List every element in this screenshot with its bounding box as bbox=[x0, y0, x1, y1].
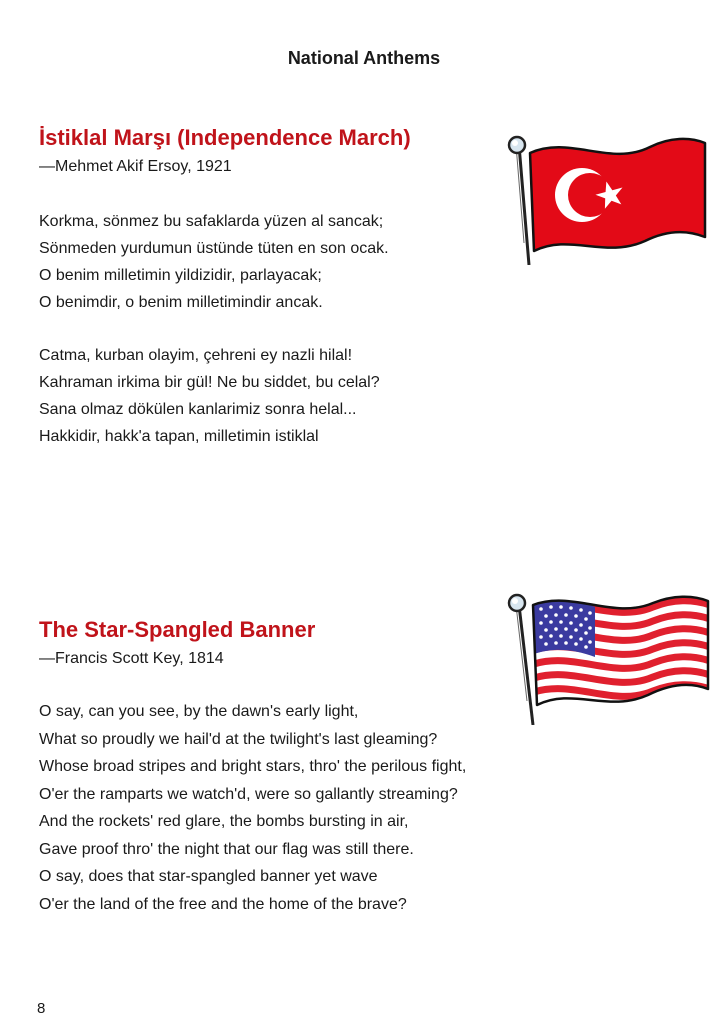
verse-line: Catma, kurban olayim, çehreni ey nazli hilal! bbox=[39, 347, 353, 364]
verse-line: Sana olmaz dökülen kanlarimiz sonra helal... bbox=[39, 401, 357, 418]
turkish-flag-icon bbox=[500, 125, 710, 265]
verse-line: What so proudly we hail'd at the twilight's last gleaming? bbox=[39, 730, 438, 748]
stanza bbox=[39, 698, 599, 918]
anthem-title: İstiklal Marşı (Independence March) bbox=[39, 125, 411, 150]
anthem-author: —Francis Scott Key, 1814 bbox=[39, 650, 224, 667]
stanza-gap bbox=[39, 316, 599, 342]
verse-line: Kahraman irkima bir gül! Ne bu siddet, bu celal? bbox=[39, 374, 380, 391]
verse-line: O'er the land of the free and the home of the brave? bbox=[39, 895, 407, 913]
verse-line: O benim milletimin yildizidir, parlayacak; bbox=[39, 267, 322, 284]
verse-line: Korkma, sönmez bu safaklarda yüzen al sancak; bbox=[39, 213, 384, 230]
verse-line: O benimdir, o benim milletimindir ancak. bbox=[39, 294, 323, 311]
anthem-author: —Mehmet Akif Ersoy, 1921 bbox=[39, 158, 232, 175]
verse-line: Hakkidir, hakk'a tapan, milletimin istiklal bbox=[39, 428, 319, 445]
page-title: National Anthems bbox=[287, 48, 441, 68]
verse-line: O'er the ramparts we watch'd, were so gallantly streaming? bbox=[39, 785, 458, 803]
anthem-title: The Star-Spangled Banner bbox=[39, 617, 316, 642]
american-flag-icon bbox=[503, 585, 713, 725]
verse-line: Whose broad stripes and bright stars, thro' the perilous fight, bbox=[39, 758, 467, 775]
verse-line: O say, can you see, by the dawn's early light, bbox=[39, 703, 359, 720]
stanza bbox=[39, 342, 599, 450]
verse-line: And the rockets' red glare, the bombs bursting in air, bbox=[39, 813, 409, 830]
page-number: 8 bbox=[37, 1000, 46, 1017]
verse-line: O say, does that star-spangled banner yet wave bbox=[39, 868, 378, 885]
verse-line: Sönmeden yurdumun üstünde tüten en son ocak. bbox=[39, 240, 389, 257]
verse-line: Gave proof thro' the night that our flag was still there. bbox=[39, 840, 414, 858]
